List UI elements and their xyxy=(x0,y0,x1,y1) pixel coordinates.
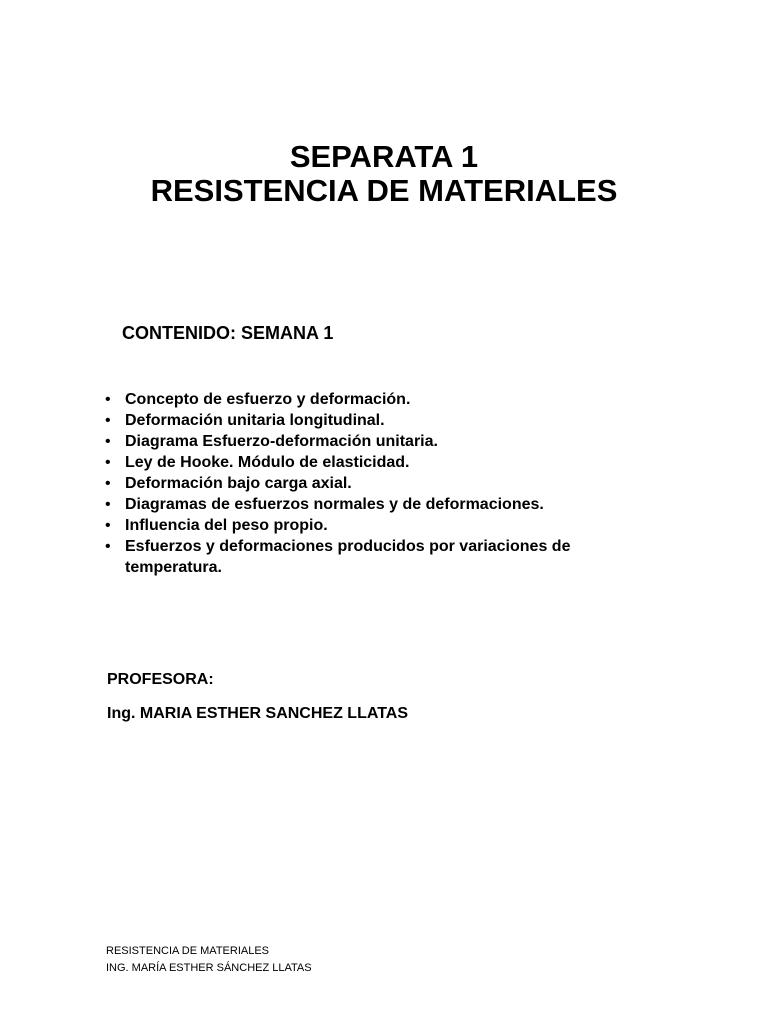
footer-line-1: RESISTENCIA DE MATERIALES xyxy=(106,945,270,957)
topic-text: Deformación unitaria longitudinal. xyxy=(125,412,385,429)
topic-list xyxy=(105,389,645,578)
list-item xyxy=(105,389,645,410)
professor-label: PROFESORA: xyxy=(107,671,214,688)
topic-text: Diagramas de esfuerzos normales y de deformaciones. xyxy=(125,496,544,513)
professor-name: Ing. MARIA ESTHER SANCHEZ LLATAS xyxy=(107,705,409,722)
bullet-icon: • xyxy=(105,412,111,429)
bullet-icon: • xyxy=(105,391,111,408)
page-footer xyxy=(106,943,312,977)
bullet-icon: • xyxy=(105,475,111,492)
topic-text: Ley de Hooke. Módulo de elasticidad. xyxy=(125,454,410,471)
list-item xyxy=(105,431,645,452)
bullet-icon: • xyxy=(105,454,111,471)
bullet-icon: • xyxy=(105,538,111,555)
list-item xyxy=(105,473,645,494)
title-line-1: SEPARATA 1 xyxy=(289,139,479,174)
footer-line-2: ING. MARÍA ESTHER SÁNCHEZ LLATAS xyxy=(106,962,312,974)
document-title xyxy=(0,140,768,208)
topic-text: Influencia del peso propio. xyxy=(125,517,328,534)
topic-text: Diagrama Esfuerzo-deformación unitaria. xyxy=(125,433,438,450)
bullet-icon: • xyxy=(105,517,111,534)
topic-text: Concepto de esfuerzo y deformación. xyxy=(125,391,411,408)
list-item xyxy=(105,452,645,473)
topic-text: Esfuerzos y deformaciones producidos por variaciones de temperatura. xyxy=(125,538,571,576)
topic-text: Deformación bajo carga axial. xyxy=(125,475,352,492)
list-item xyxy=(105,536,645,578)
bullet-icon: • xyxy=(105,433,111,450)
list-item xyxy=(105,515,645,536)
bullet-icon: • xyxy=(105,496,111,513)
list-item xyxy=(105,494,645,515)
title-line-2: RESISTENCIA DE MATERIALES xyxy=(150,173,618,208)
contents-heading: CONTENIDO: SEMANA 1 xyxy=(122,323,334,343)
list-item xyxy=(105,410,645,431)
